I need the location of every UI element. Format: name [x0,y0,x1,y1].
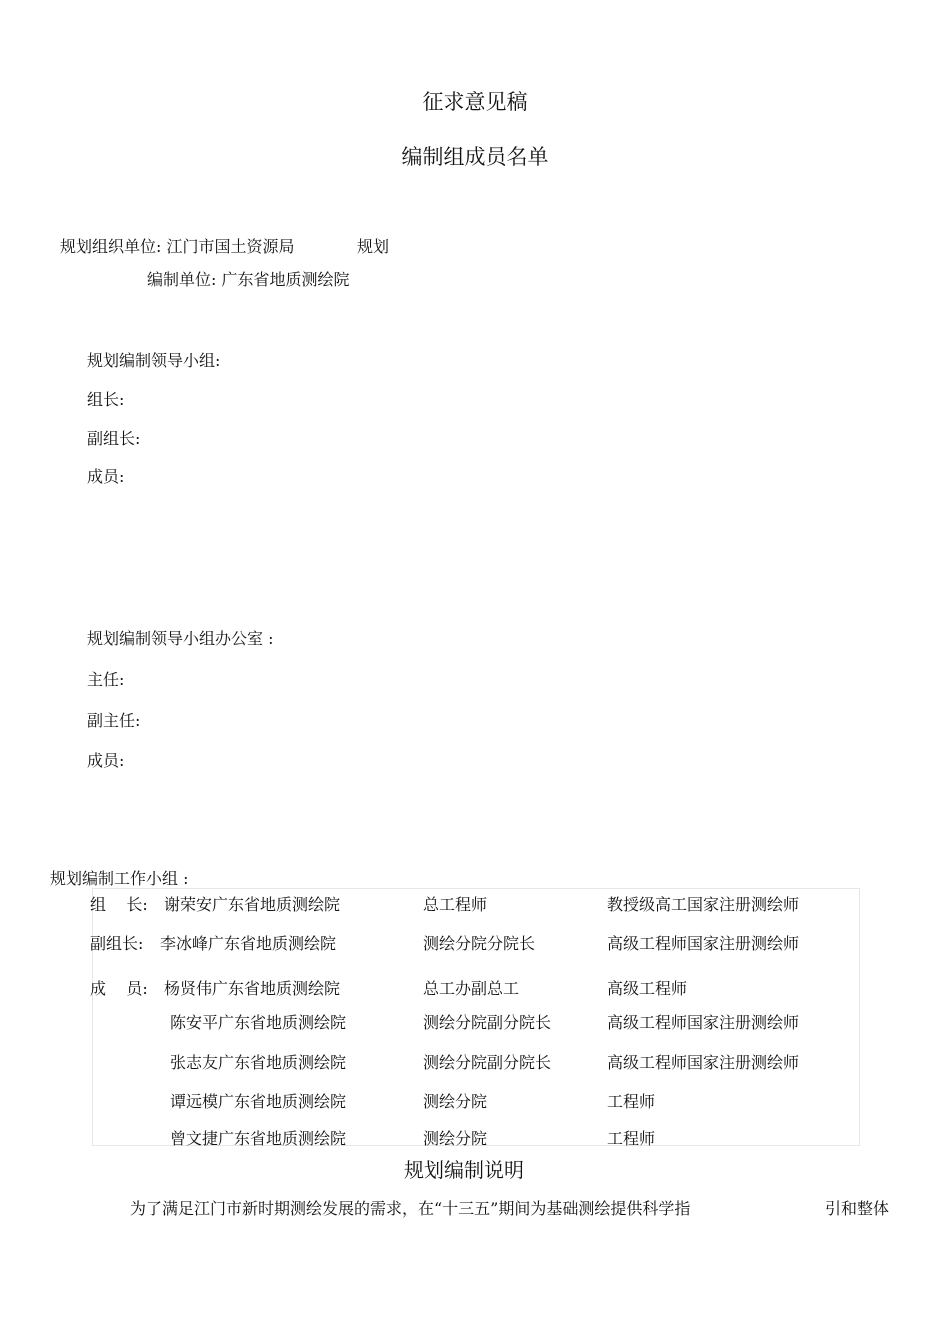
organizer-unit: 规划组织单位: 江门市国土资源局 [60,237,295,256]
member-position: 测绘分院 [423,1129,488,1148]
member-person: 张志友广东省地质测绘院 [170,1053,347,1072]
member-title: 高级工程师国家注册测绘师 [607,934,800,953]
member-position: 测绘分院分院长 [423,934,536,953]
member-position: 测绘分院副分院长 [423,1013,552,1032]
explanation-paragraph: 为了满足江门市新时期测绘发展的需求，在“十三五”期间为基础测绘提供科学指 [130,1199,691,1218]
member-role: 组 长: [90,895,148,914]
member-role: 副组长: [90,934,144,953]
member-position: 测绘分院副分院长 [423,1053,552,1072]
draft-label: 征求意见稿 [422,90,528,114]
member-person: 谭远模广东省地质测绘院 [170,1092,347,1111]
member-title: 教授级高工国家注册测绘师 [607,895,800,914]
leadership-members: 成员: [87,467,125,486]
office-heading: 规划编制领导小组办公室 : [87,629,274,648]
leadership-group-heading: 规划编制领导小组: [87,351,221,370]
member-title: 高级工程师国家注册测绘师 [607,1013,800,1032]
organizer-unit-tail: 规划 [357,237,390,256]
member-person: 谢荣安广东省地质测绘院 [164,895,341,914]
member-person: 杨贤伟广东省地质测绘院 [164,979,341,998]
leadership-deputy: 副组长: [87,429,141,448]
office-members: 成员: [87,751,125,770]
member-person: 陈安平广东省地质测绘院 [170,1013,347,1032]
member-title: 高级工程师国家注册测绘师 [607,1053,800,1072]
member-position: 测绘分院 [423,1092,488,1111]
member-title: 工程师 [607,1092,656,1111]
work-group-heading: 规划编制工作小组 : [50,869,189,888]
member-person: 李冰峰广东省地质测绘院 [160,934,337,953]
explanation-heading: 规划编制说明 [404,1158,524,1182]
member-role: 成 员: [90,979,148,998]
member-person: 曾文捷广东省地质测绘院 [170,1129,347,1148]
member-title: 高级工程师 [607,979,688,998]
member-position: 总工办副总工 [423,979,520,998]
leadership-leader: 组长: [87,390,125,409]
compiler-unit: 编制单位: 广东省地质测绘院 [147,270,350,289]
office-director: 主任: [87,670,125,689]
member-position: 总工程师 [423,895,488,914]
office-deputy-director: 副主任: [87,711,141,730]
explanation-paragraph-tail: 引和整体 [825,1199,890,1218]
list-title: 编制组成员名单 [401,145,549,169]
member-title: 工程师 [607,1129,656,1148]
